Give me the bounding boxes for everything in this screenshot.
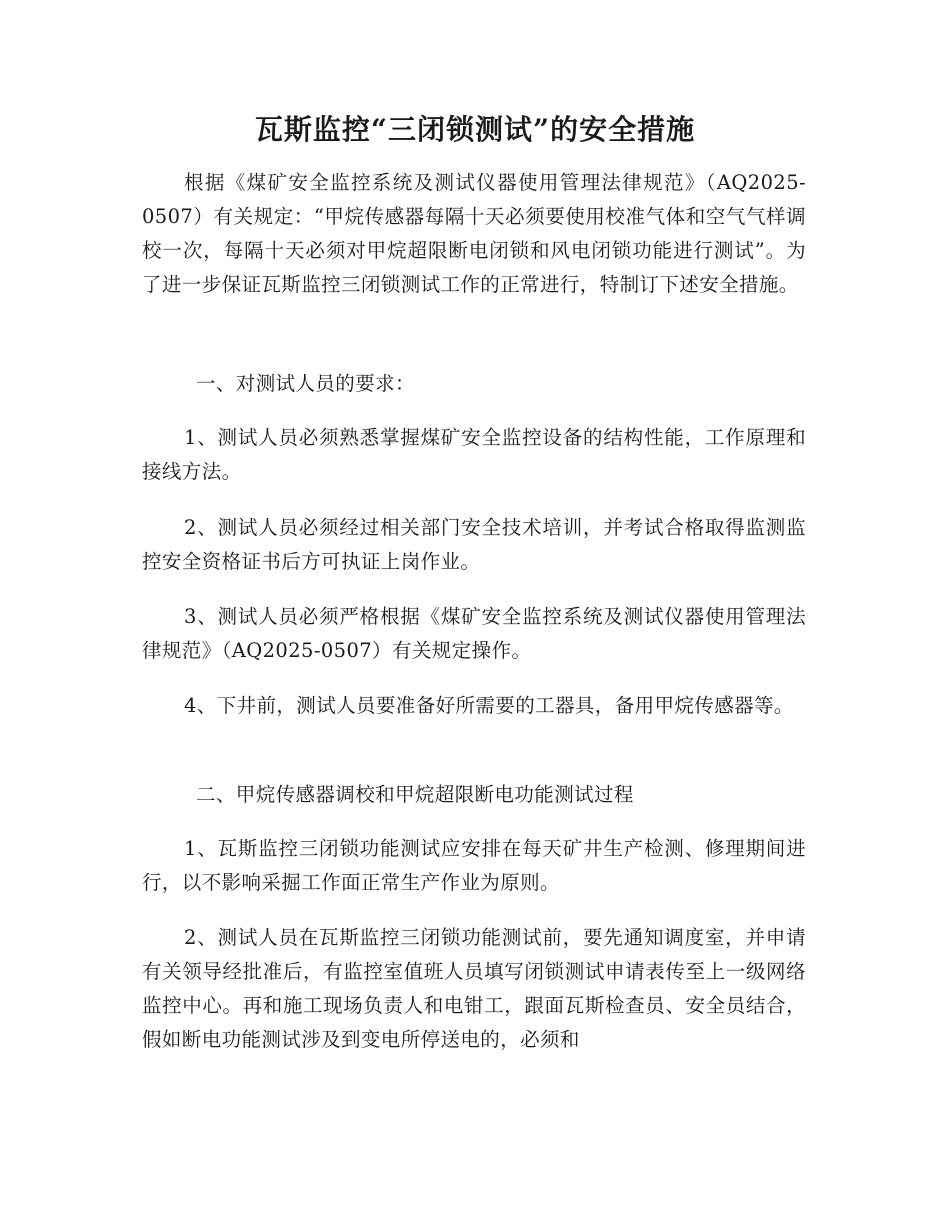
list-item: 1、测试人员必须熟悉掌握煤矿安全监控设备的结构性能，工作原理和接线方法。 <box>142 426 806 483</box>
list-item: 2、测试人员必须经过相关部门安全技术培训，并考试合格取得监测监控安全资格证书后方可执证上岗作业。 <box>142 516 806 573</box>
intro-paragraph: 根据《煤矿安全监控系统及测试仪器使用管理法律规范》（AQ2025-0507）有关规定：“甲烷传感器每隔十天必须要使用校准气体和空气气样调校一次，每隔十天必须对甲烷超限断电闭锁和风电闭锁功能进行测试”。为了进一步保证瓦斯监控三闭锁测试工作的正常进行，特制订下述安全措施。 <box>142 171 806 296</box>
list-item: 1、瓦斯监控三闭锁功能测试应安排在每天矿井生产检测、修理期间进行，以不影响采掘工作面正常生产作业为原则。 <box>142 837 806 894</box>
section-heading-requirements: 一、对测试人员的要求： <box>196 372 415 395</box>
list-item: 4、下井前，测试人员要准备好所需要的工器具，备用甲烷传感器等。 <box>184 694 794 717</box>
list-item: 2、测试人员在瓦斯监控三闭锁功能测试前，要先通知调度室，并申请有关领导经批准后，有监控室值班人员填写闭锁测试申请表传至上一级网络监控中心。再和施工现场负责人和电钳工，跟面瓦斯检查员、安全员结合，假如断电功能测试涉及到变电所停送电的，必须和 <box>142 926 806 1051</box>
section-heading-calibration: 二、甲烷传感器调校和甲烷超限断电功能测试过程 <box>196 783 634 806</box>
document-title: 瓦斯监控“三闭锁测试”的安全措施 <box>254 113 696 146</box>
list-item: 3、测试人员必须严格根据《煤矿安全监控系统及测试仪器使用管理法律规范》（AQ2025-0507）有关规定操作。 <box>142 605 806 662</box>
